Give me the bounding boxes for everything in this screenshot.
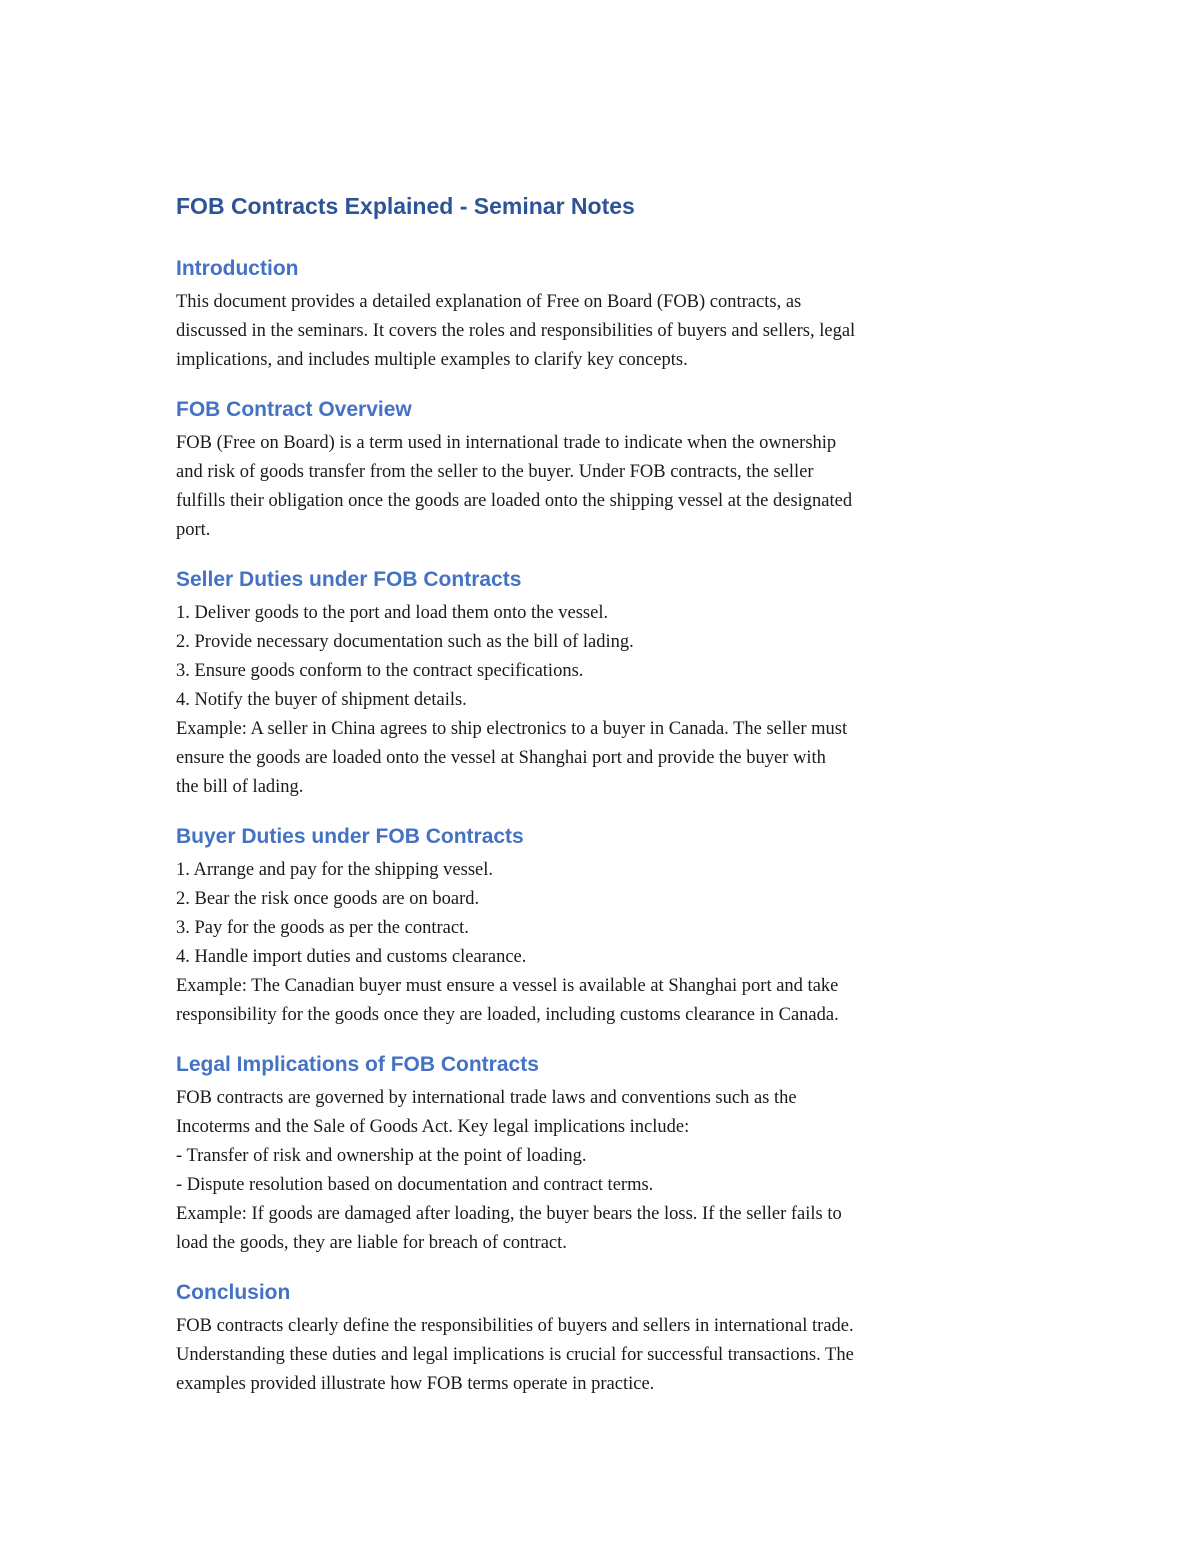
- list-item: - Dispute resolution based on documentation and contract terms.: [176, 1175, 654, 1195]
- section-fob-contract-overview: [176, 393, 1036, 545]
- paragraph-line: examples provided illustrate how FOB terms operate in practice.: [176, 1374, 655, 1394]
- paragraph-line: discussed in the seminars. It covers the roles and responsibilities of buyers and sellers, legal: [176, 321, 856, 341]
- document-body: [176, 186, 1036, 1417]
- paragraph-line: FOB (Free on Board) is a term used in international trade to indicate when the ownership: [176, 433, 837, 453]
- example-line: the bill of lading.: [176, 777, 304, 797]
- section-heading: Buyer Duties under FOB Contracts: [176, 825, 524, 848]
- section-heading: FOB Contract Overview: [176, 398, 412, 421]
- list-item: 4. Handle import duties and customs clearance.: [176, 947, 527, 967]
- paragraph-line: This document provides a detailed explanation of Free on Board (FOB) contracts, as: [176, 292, 802, 312]
- list-item: 2. Bear the risk once goods are on board.: [176, 889, 480, 909]
- section-introduction: [176, 252, 1036, 375]
- paragraph-line: port.: [176, 520, 211, 540]
- example-line: responsibility for the goods once they are loaded, including customs clearance in Canada.: [176, 1005, 839, 1025]
- document-title: FOB Contracts Explained - Seminar Notes: [176, 193, 635, 219]
- list-item: - Transfer of risk and ownership at the point of loading.: [176, 1146, 587, 1166]
- list-item: 1. Deliver goods to the port and load them onto the vessel.: [176, 603, 609, 623]
- list-item: 2. Provide necessary documentation such as the bill of lading.: [176, 632, 634, 652]
- paragraph-line: Understanding these duties and legal implications is crucial for successful transactions. The: [176, 1345, 854, 1365]
- paragraph-line: FOB contracts clearly define the responsibilities of buyers and sellers in international trade.: [176, 1316, 854, 1336]
- section-heading: Legal Implications of FOB Contracts: [176, 1053, 539, 1076]
- section-seller-duties: [176, 563, 1036, 802]
- section-heading: Conclusion: [176, 1281, 291, 1304]
- example-line: Example: A seller in China agrees to ship electronics to a buyer in Canada. The seller must: [176, 719, 848, 739]
- list-item: 1. Arrange and pay for the shipping vessel.: [176, 860, 493, 880]
- list-item: 4. Notify the buyer of shipment details.: [176, 690, 467, 710]
- example-line: Example: If goods are damaged after loading, the buyer bears the loss. If the seller fails to: [176, 1204, 842, 1224]
- list-item: 3. Ensure goods conform to the contract specifications.: [176, 661, 584, 681]
- list-item: 3. Pay for the goods as per the contract.: [176, 918, 469, 938]
- section-buyer-duties: [176, 820, 1036, 1030]
- section-legal-implications: [176, 1048, 1036, 1258]
- example-line: ensure the goods are loaded onto the vessel at Shanghai port and provide the buyer with: [176, 748, 826, 768]
- section-heading: Introduction: [176, 257, 299, 280]
- paragraph-line: and risk of goods transfer from the seller to the buyer. Under FOB contracts, the seller: [176, 462, 814, 482]
- paragraph-line: Incoterms and the Sale of Goods Act. Key legal implications include:: [176, 1117, 690, 1137]
- example-line: load the goods, they are liable for breach of contract.: [176, 1233, 567, 1253]
- example-line: Example: The Canadian buyer must ensure a vessel is available at Shanghai port and take: [176, 976, 839, 996]
- paragraph-line: implications, and includes multiple examples to clarify key concepts.: [176, 350, 688, 370]
- section-conclusion: [176, 1276, 1036, 1399]
- paragraph-line: fulfills their obligation once the goods are loaded onto the shipping vessel at the designated: [176, 491, 853, 511]
- section-heading: Seller Duties under FOB Contracts: [176, 568, 522, 591]
- paragraph-line: FOB contracts are governed by international trade laws and conventions such as the: [176, 1088, 797, 1108]
